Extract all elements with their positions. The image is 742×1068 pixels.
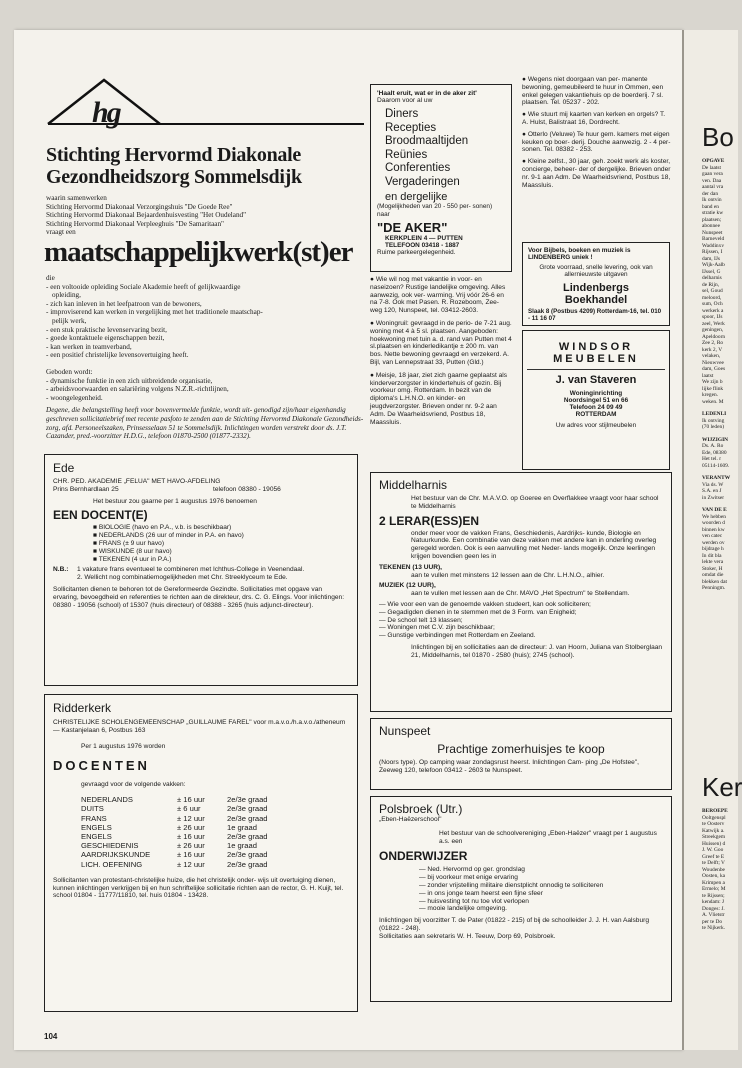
small-ads-mid bbox=[370, 276, 512, 426]
requirement: - een voltooide opleiding Sociale Akademie heeft of gelijkwaardige bbox=[46, 282, 241, 291]
ridderkerk-heading: DOCENTEN bbox=[53, 758, 150, 774]
windsor-phone: Telefoon 24 09 49 bbox=[569, 404, 623, 411]
next-line: stratie kw bbox=[702, 210, 724, 216]
ede-ad bbox=[44, 454, 358, 686]
note-item: — zonder vrijstelling militaire dienstplicht onnodig te solliciteren bbox=[419, 881, 604, 889]
polsbroek-heading: ONDERWIJZER bbox=[379, 849, 468, 864]
offered-item: - dynamische funktie in een zich uitbreidende organisatie, bbox=[46, 376, 213, 385]
ridderkerk-footer: Sollicitanten van protestant-christelijke huize, die het christelijk onder- wijs uit overtuiging dienen, kunnen inlichtingen verkrijgen bij en hun schriftelijke sollicitatie richten aan de rector, G. H. Kuijt, tel. school 01804 - 11777/11810, tel. huis 01804 - 13428. bbox=[53, 876, 344, 900]
small-ad: ● Meisje, 18 jaar, ziet zich gaarne geplaatst als kinderverzorgster in kindertehuis of gezin. Bij voorkeur omg. Rotterdam. In bezit van de diploma's L.H.N.O. en kinder- en jeugdverzorgster. Brieven onder nr. 9-2 aan Adm. De Waarheidsvriend, Postbus 18, Maassluis. bbox=[370, 371, 508, 426]
next-line: ven catec bbox=[702, 533, 723, 539]
bullet-icon: ● bbox=[370, 276, 376, 283]
next-section-title: VERANTW bbox=[702, 475, 731, 481]
ridderkerk-place: Ridderkerk bbox=[53, 701, 112, 715]
small-ads-right bbox=[522, 76, 672, 189]
house-3: Stichting Hervormd Diakonaal Verpleeghuis "De Samaritaan" bbox=[46, 219, 224, 228]
middelharnis-ad bbox=[370, 472, 672, 712]
next-page-fragment bbox=[684, 30, 742, 1050]
ede-subject-list bbox=[53, 524, 349, 563]
aker-items bbox=[377, 108, 505, 189]
lindenbergs-name-2: Boekhandel bbox=[564, 293, 628, 306]
next-line: spoor, IJs bbox=[702, 314, 723, 320]
next-line: lijke flink bbox=[702, 385, 724, 392]
next-section-title: WIJZIGIN bbox=[702, 436, 729, 443]
next-line: Huissen) d bbox=[702, 840, 726, 847]
next-line: 05114-1609. bbox=[702, 462, 730, 469]
windsor-address: Noordsingel 51 en 66 bbox=[563, 397, 629, 404]
middelharnis-intro: Het bestuur van de Chr. M.A.V.O. op Goeree en Overflakkee vraagt voor haar school te Middelharnis bbox=[411, 495, 659, 510]
next-section-title: BEROEPE bbox=[702, 808, 728, 814]
lindenbergs-name-1: Lindenbergs bbox=[562, 281, 629, 294]
table-row: GESCHIEDENIS ± 26 uur 1e graad bbox=[81, 841, 257, 851]
bullet-icon: ● bbox=[522, 76, 528, 83]
lindenbergs-ad bbox=[522, 242, 670, 326]
ede-subject: ■ BIOLOGIE (havo en P.A., v.b. is beschikbaar) bbox=[93, 524, 232, 532]
windsor-line-2: MEUBELEN bbox=[553, 353, 639, 365]
aker-sub: Daarom voor al uw bbox=[377, 97, 433, 104]
tekenen-label: TEKENEN (13 UUR), bbox=[379, 563, 443, 571]
next-line: gaan vera bbox=[702, 171, 723, 177]
next-line: Donges: J. bbox=[702, 905, 725, 912]
next-line: werkerk a bbox=[702, 307, 724, 314]
requirement: - zich kan inleven in het leefpatroon van de bewoners, bbox=[46, 299, 202, 308]
next-line: te Oosterv bbox=[702, 821, 725, 827]
polsbroek-notes bbox=[379, 866, 663, 913]
small-ad: ● Otterlo (Veluwe) Te huur gem. kamers met eigen keuken op boer- derij. Douche aanwezig. 2 - 4 per- sonen. Tel. 08382 - 253. bbox=[522, 130, 671, 154]
requirement: pelijk werk, bbox=[52, 316, 87, 325]
stichting-intro: waarin samenwerken bbox=[46, 194, 107, 202]
small-ad: ● Wie stuurt mij kaarten van kerken en orgels? T. A. Hulst, Balistraat 16, Dordrecht. bbox=[522, 111, 666, 126]
next-line: meloord, bbox=[702, 294, 722, 301]
next-line: omdat die bbox=[702, 572, 724, 578]
next-line: in Zwitser bbox=[702, 494, 725, 501]
vakken-table bbox=[81, 795, 274, 869]
requirement: - kan werken in teamverband, bbox=[46, 342, 132, 351]
lindenbergs-top: Voor Bijbels, boeken en muziek is LINDENBERG uniek ! bbox=[528, 247, 631, 262]
ede-subject: ■ FRANS (± 9 uur havo) bbox=[93, 539, 165, 547]
offered-item: - woongelegenheid. bbox=[46, 393, 103, 402]
next-line: IJssel, G bbox=[702, 268, 721, 275]
next-line: Ik ontvin bbox=[702, 197, 722, 203]
nb-item: 2. Wellicht nog combinatiemogelijkheden met Chr. Streeklyceum te Ede. bbox=[77, 574, 288, 582]
nunspeet-ad bbox=[370, 718, 672, 790]
ede-intro: Het bestuur zou gaarne per 1 augustus 1976 benoemen bbox=[93, 497, 257, 505]
muziek-text: aan te vullen met lessen aan de Chr. MAVO „Het Spectrum" te Stellendam. bbox=[411, 590, 630, 598]
next-line: Apeldoorn bbox=[702, 333, 726, 340]
aker-item: Diners bbox=[385, 108, 419, 120]
next-line: Via ds. W bbox=[702, 481, 724, 488]
bullet-icon: ■ bbox=[93, 555, 99, 563]
next-line: lekte vera bbox=[702, 559, 724, 565]
logo-letters: hg bbox=[92, 96, 120, 129]
next-line: De laatst bbox=[702, 164, 722, 171]
next-line: Ik ontving bbox=[702, 417, 725, 424]
nb-label: N.B.: bbox=[53, 566, 69, 574]
next-line: Oosten, ka bbox=[702, 873, 726, 879]
next-line: sel, Goud bbox=[702, 288, 723, 294]
next-line: werden ov bbox=[702, 539, 725, 546]
next-line: Ooltgenspl bbox=[702, 814, 726, 821]
next-line: Het tel. r bbox=[702, 456, 722, 462]
stichting-title-2: Gezondheidszorg Sommelsdijk bbox=[46, 166, 302, 188]
nunspeet-heading: Prachtige zomerhuisjes te koop bbox=[437, 742, 605, 756]
aker-item: Recepties bbox=[385, 121, 437, 134]
bullet-icon: ● bbox=[522, 130, 528, 138]
aker-item: Broodmaaltijden bbox=[385, 135, 469, 147]
requirement: opleiding, bbox=[52, 291, 81, 300]
aker-more: en dergelijke bbox=[385, 191, 448, 203]
windsor-name: J. van Staveren bbox=[555, 374, 637, 386]
offered-title: Geboden wordt: bbox=[46, 367, 93, 376]
requirement: - goede kontaktuele eigenschappen bezit, bbox=[46, 334, 165, 343]
table-row: FRANS ± 12 uur 2e/3e graad bbox=[81, 813, 268, 823]
next-line: blekken dat bbox=[702, 578, 727, 585]
next-line: te Nijkerk. bbox=[702, 925, 726, 931]
next-line: Rijssen, I bbox=[702, 249, 723, 255]
requirement: - een positief christelijke levensovertuiging heeft. bbox=[46, 351, 189, 360]
headline: maatschappelijkwerk(st)er bbox=[44, 236, 353, 268]
next-line: per te Do bbox=[702, 918, 723, 925]
note-item: — mooie landelijke omgeving. bbox=[419, 905, 507, 913]
next-section-title: LEDENLI bbox=[702, 411, 727, 417]
next-line: laatst bbox=[702, 372, 714, 379]
stichting-title-1: Stichting Hervormd Diakonale bbox=[46, 144, 301, 166]
note-item: — Woningen met C.V. zijn beschikbaar; bbox=[379, 624, 495, 632]
house-1: Stichting Hervormd Diakonaal Verzorgingshuis "De Goede Ree" bbox=[46, 202, 233, 211]
aker-persons: (Mogelijkheden van 20 - 550 per- sonen) naar bbox=[377, 203, 493, 218]
next-line: Barneveld bbox=[702, 236, 725, 242]
offered-list bbox=[46, 377, 364, 403]
next-line: Nunspeet bbox=[702, 229, 723, 236]
next-line: Penningm. bbox=[702, 585, 726, 591]
aker-name: "DE AKER" bbox=[377, 220, 448, 236]
next-line: Streekgem bbox=[702, 834, 726, 840]
aker-ad bbox=[370, 84, 512, 272]
note-item: — Ned. Hervormd op ger. grondslag bbox=[419, 866, 525, 874]
next-section-title: VAN DE E bbox=[702, 507, 727, 513]
bullet-icon: ■ bbox=[93, 532, 99, 540]
next-line: Stoker, H bbox=[702, 565, 723, 572]
lindenbergs-sub: Grote voorraad, snelle levering, ook van allernieuwste uitgaven bbox=[539, 263, 653, 279]
ridderkerk-ad bbox=[44, 694, 358, 1012]
bullet-icon: ● bbox=[370, 319, 376, 327]
aker-tag: 'Haalt eruit, wat er in de aker zit' bbox=[377, 90, 477, 97]
next-line: Ermelo; M bbox=[702, 886, 726, 892]
note-item: — in ons jonge team heerst een fijne sfeer bbox=[419, 889, 543, 897]
note-item: — Gegadigden dienen in te stemmen met de 3 Form. van Enigheid; bbox=[379, 608, 577, 616]
next-line: We zijn b bbox=[702, 379, 723, 385]
bullet-icon: ■ bbox=[93, 524, 99, 532]
table-row: LICH. OEFENING ± 12 uur 2e/3e graad bbox=[81, 859, 268, 869]
small-ad: ● Kleine zelfst., 30 jaar, geh. zoekt werk als koster, concierge, beheer- der of dergelijke. Brieven onder nr. 9-1 aan Adm. De Waarheidsvriend, Postbus 18, Maassluis. bbox=[522, 158, 671, 189]
windsor-line-1: WINDSOR bbox=[558, 341, 634, 353]
next-line: velaken, bbox=[702, 353, 721, 359]
bullet-icon: ■ bbox=[93, 547, 99, 555]
stichting-closing: Degene, die belangstelling heeft voor bovenvermelde funktie, wordt uit- genodigd zijn/haar eigenhandig geschreven sollicitatiebrief met recente pasfoto te zenden aan de Stichting Hervormd Diakonale Gezondheids- zorg, afd. Personeelszaken, Prinsesselaan 51 te Sommelsdijk. Inlichtingen worden verstrekt door ds. J.T. Cazander, pred.-voorzitter H.D.G., telefoon 01870-2500 (01877-2332). bbox=[46, 406, 364, 441]
next-line: plaatsen; bbox=[702, 216, 722, 223]
small-ad: ● Wie wil nog met vakantie in voor- en naseizoen? Rustige landelijke omgeving. Alles aanwezig, ook ver- warming. Vrij vóór 26-6 en na 7-8. Ook met Pasen. R. Rozeboom, Zee- weg 120, Nunspeet, tel. 03412-2603. bbox=[370, 276, 506, 315]
aker-address: KERKPLEIN 4 — PUTTEN bbox=[385, 235, 463, 243]
next-line: bijdrage h bbox=[702, 546, 724, 552]
next-line: Waddinxv bbox=[702, 242, 725, 249]
next-heading-1: Bo bbox=[702, 122, 734, 152]
ridderkerk-asked: gevraagd voor de volgende vakken: bbox=[81, 781, 186, 789]
windsor-kind: Woninginrichting bbox=[569, 390, 623, 397]
offered-item: - arbeidsvoorwaarden en salariëring volgens N.Z.R.-richtlijnen, bbox=[46, 385, 229, 394]
tekenen-text: aan te vullen met minstens 12 lessen aan de Chr. L.H.N.O., alhier. bbox=[411, 571, 605, 579]
next-line: A. Vlietstr bbox=[702, 912, 725, 918]
aker-item: Vergaderingen bbox=[385, 175, 460, 188]
next-line: geningen, bbox=[702, 327, 724, 333]
next-line: Greef te E bbox=[702, 853, 725, 860]
next-line: kerk 2, V bbox=[702, 346, 723, 353]
middelharnis-footer: Inlichtingen bij en sollicitaties aan de directeur: J. van Hoorn, Juliana van Stolberglaan 21, Middelharnis, tel 01870 - 2580 (huis); 2745 (school). bbox=[411, 643, 663, 659]
table-row: AARDRIJKSKUNDE ± 16 uur 2e/3e graad bbox=[81, 850, 268, 860]
nb-item: 1 vakature frans eventueel te combineren met Ichthus-College in Veenendaal. bbox=[77, 566, 305, 574]
next-line: Wijk-Aalb bbox=[702, 262, 725, 268]
lindenbergs-address: Slaak 8 (Postbus 4209) Rotterdam-16, tel. 010 - 11 16 07 bbox=[528, 307, 662, 322]
vraagt-een: vraagt een bbox=[46, 228, 76, 237]
nunspeet-place: Nunspeet bbox=[379, 724, 431, 738]
die-label: die bbox=[46, 274, 55, 282]
polsbroek-school: „Eben-Haëzerschool" bbox=[379, 816, 442, 823]
middelharnis-notes bbox=[379, 601, 663, 640]
next-line: Katwijk a. bbox=[702, 827, 725, 834]
next-line: band en bbox=[702, 203, 719, 210]
aker-item: Conferenties bbox=[385, 162, 451, 174]
stichting-ad bbox=[44, 76, 364, 500]
bullet-icon: ● bbox=[522, 158, 528, 166]
table-row: DUITS ± 6 uur 2e/3e graad bbox=[81, 804, 268, 814]
house-logo-icon bbox=[44, 76, 204, 128]
next-line: Ede, 08380 bbox=[702, 449, 727, 456]
next-line: te Rijssen; bbox=[702, 892, 725, 899]
next-line: de Rijn, bbox=[702, 281, 720, 288]
next-line: delharnis bbox=[702, 275, 722, 281]
aker-item: Reünies bbox=[385, 148, 428, 161]
requirements-list bbox=[46, 283, 364, 360]
note-item: — De school telt 13 klassen; bbox=[379, 616, 463, 624]
aker-parking: Ruime parkeergelegenheid. bbox=[377, 249, 456, 257]
next-section-title: OPGAVE bbox=[702, 158, 725, 164]
middelharnis-body: onder meer voor de vakken Frans, Geschiedenis, Aardrijks- kunde, Biologie en Natuurkunde. Een combinatie van deze vakken met andere kan in onderling overleg geregeld worden. Ook is een aanvulling met Neder- lands mogelijk. Onze leerlingen krijgen bovendien geen les in bbox=[411, 529, 657, 560]
next-line: binnen kw bbox=[702, 526, 725, 533]
ede-phone: telefoon 08380 - 19056 bbox=[213, 485, 281, 493]
ede-subject: ■ TEKENEN (4 uur in P.A.) bbox=[93, 555, 172, 563]
bullet-icon: ● bbox=[370, 371, 376, 379]
small-ad: ● Woningruil: gevraagd in de perio- de 7-21 aug. woning met 4 à 5 sl. plaatsen. Aangeboden: hoekwoning met tuin a. d. rand van Putten met 4 sl.plaatsen en kinderledikantje ± 200 m. van bos. Nette bewoning gevraagd en verzekerd. A. Bijl, van Lennepstraat 33, Putten (Gld.) bbox=[370, 319, 512, 366]
windsor-tag: Uw adres voor stijlmeubelen bbox=[555, 422, 637, 429]
next-line: Nieuwvee bbox=[702, 359, 724, 366]
next-line: In dit bla bbox=[702, 552, 722, 559]
house-2: Stichting Hervormd Diakonaal Bejaardenhuisvesting "Het Oudeland" bbox=[46, 211, 247, 220]
table-row: NEDERLANDS ± 16 uur 2e/3e graad bbox=[81, 795, 268, 805]
aker-phone: TELEFOON 03418 - 1887 bbox=[385, 242, 460, 250]
next-line: aantal vra bbox=[702, 184, 724, 190]
nunspeet-body: (Noors type). Op camping waar zondagsrust heerst. Inlichtingen Cam- ping „De Hofstee", Zeeweg 120, telefoon 03412 - 2603 te Nunspeet. bbox=[379, 759, 639, 774]
middelharnis-heading: 2 LERAR(ESS)EN bbox=[379, 513, 480, 528]
windsor-city: ROTTERDAM bbox=[575, 411, 617, 418]
next-line: dam, IJs bbox=[702, 255, 720, 262]
newspaper-page bbox=[14, 30, 682, 1050]
requirement: - een stuk praktische levenservaring bezit, bbox=[46, 325, 167, 334]
next-line: Ds. A. Ro bbox=[702, 443, 724, 449]
next-line: abonnee bbox=[702, 223, 720, 229]
next-heading-2: Ker bbox=[702, 772, 742, 802]
ridderkerk-school: CHRISTELIJKE SCHOLENGEMEENSCHAP „GUILLAUME FAREL" voor m.a.v.o./h.a.v.o./atheneum — Kastanjelaan 6, Postbus 163 bbox=[53, 719, 346, 734]
polsbroek-intro: Het bestuur van de schoolvereniging „Eben-Haëzer" vraagt per 1 augustus a.s. een bbox=[439, 829, 657, 845]
polsbroek-footer-1: Inlichtingen bij voorzitter T. de Pater (01822 - 215) of bij de schoolleider J. J. H. van Aalsburg (01822 - 248). bbox=[379, 917, 650, 932]
next-line: zeel, Werk bbox=[702, 320, 725, 327]
polsbroek-ad bbox=[370, 796, 672, 1002]
ede-subject: ■ NEDERLANDS (26 uur of minder in P.A. en havo) bbox=[93, 532, 244, 540]
note-item: — Gunstige verbindingen met Rotterdam en Zeeland. bbox=[379, 632, 536, 640]
next-line: dam, Goes bbox=[702, 366, 726, 372]
next-line: S.A. en J bbox=[702, 488, 722, 494]
note-item: — bij voorkeur met enige ervaring bbox=[419, 874, 518, 882]
page-number: 104 bbox=[44, 1032, 58, 1041]
next-line: Woudenbe bbox=[702, 866, 725, 873]
ridderkerk-start: Per 1 augustus 1976 worden bbox=[81, 742, 166, 750]
next-line: ven. Daa bbox=[702, 177, 722, 184]
ede-school: CHR. PED. AKADEMIE „FELUA" MET HAVO-AFDELING bbox=[53, 478, 221, 485]
table-row: ENGELS ± 26 uur 1e graad bbox=[81, 822, 257, 832]
bullet-icon: ● bbox=[522, 111, 528, 119]
ede-subject: ■ WISKUNDE (8 uur havo) bbox=[93, 547, 172, 555]
bullet-icon: ■ bbox=[93, 539, 99, 547]
next-line: sum, Och bbox=[702, 301, 723, 307]
next-line: kregen. bbox=[702, 392, 719, 398]
polsbroek-place: Polsbroek (Utr.) bbox=[379, 802, 463, 816]
note-item: — huisvesting tot nu toe vlot verlopen bbox=[419, 897, 529, 905]
next-line: Krimpen a bbox=[702, 879, 725, 886]
next-line: Zee 2, Ro bbox=[702, 340, 724, 346]
next-line: kendam: J bbox=[702, 899, 725, 905]
windsor-ad bbox=[522, 330, 670, 470]
next-line: te Delft; V bbox=[702, 860, 725, 866]
requirement: - improviserend kan werken in vergelijking met het traditionele maatschap- bbox=[46, 308, 263, 317]
next-line: weken. M bbox=[702, 398, 724, 405]
ede-heading: EEN DOCENT(E) bbox=[53, 508, 148, 523]
next-line: (70 leden) bbox=[702, 424, 725, 430]
small-ad: ● Wegens niet doorgaan van per- manente bewoning, gemeubileerd te huur in Ommen, een enkel gelegen vakantiehuis op de boerderij. 7 sl. plaatsen. Tel. 05237 - 202. bbox=[522, 76, 664, 107]
ede-place: Ede bbox=[53, 461, 75, 475]
next-line: J. W. Goo bbox=[702, 847, 724, 853]
ede-address: Prins Bernhardlaan 25 bbox=[53, 485, 119, 493]
note-item: — Wie voor een van de genoemde vakken studeert, kan ook solliciteren; bbox=[379, 600, 591, 608]
next-line: der dan bbox=[702, 190, 719, 197]
next-line: We hebben bbox=[702, 513, 726, 520]
middelharnis-place: Middelharnis bbox=[379, 478, 448, 492]
table-row: ENGELS ± 16 uur 2e/3e graad bbox=[81, 832, 268, 841]
polsbroek-footer-2: Sollicitaties aan sekretaris W. H. Teeuw, Dorp 69, Polsbroek. bbox=[379, 932, 556, 940]
muziek-label: MUZIEK (12 UUR), bbox=[379, 582, 436, 590]
ede-footer: Sollicitanten dienen te behoren tot de Gereformeerde Gezindte. Sollicitaties met opgave van ervaring, bevoegdheid en referenties te richten aan de direkteur, drs. C. G. Elings. Voor inlichtingen: 08380 - 19056 (school) of 15307 (huis directeur) of 08388 - 3265 (huis adjunct-directeur). bbox=[53, 585, 345, 609]
next-line: woorden d bbox=[702, 520, 725, 526]
